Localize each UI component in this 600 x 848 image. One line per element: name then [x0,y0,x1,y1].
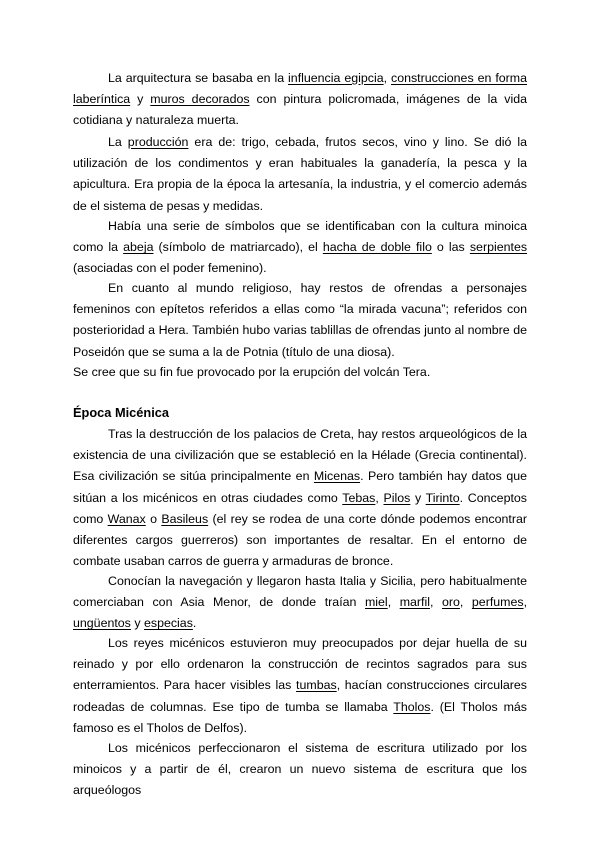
paragraph-simbolos [73,216,527,280]
text-run: , [523,595,528,610]
text-run: Se cree que su fin fue provocado por la erupción del volcán Tera. [73,365,431,379]
underlined-term: Tholos [393,699,431,714]
text-run: con pintura policromada, imágenes de la vida cotidiana y naturaleza muerta. [73,92,527,128]
text-run: , [429,595,442,610]
underlined-term: serpientes [469,240,528,255]
text-run: Tras la destrucción de los palacios de Creta, hay restos arqueológicos de la existencia de una civilización que se estableció en la Hélade (Grecia continental). Esa civilización se sitúa principalmente en [73,427,527,484]
underlined-term: especias [143,616,193,631]
text-run: , [459,595,472,610]
text-run: (asociadas con el poder femenino). [73,261,267,276]
text-run: y [410,490,426,505]
text-run: (el rey se rodea de una corte dónde podemos encontrar diferentes cargos guerreros) son importantes de resaltar. En el entorno de combate usaban carros de guerra y armaduras de bronce. [73,511,527,569]
paragraph-fin [73,362,527,383]
underlined-term: Micenas [313,469,361,484]
text-run: (símbolo de matriarcado), el [153,240,323,255]
text-run: En cuanto al mundo religioso, hay restos de ofrendas a personajes femeninos con epítetos referidos a ellas como “la mirada vacuna”; referidos con posterioridad a Hera. También hubo varias tablillas de ofrendas junto al nombre de Poseidón que se suma a la de Potnia (título de una diosa). [73,281,527,359]
text-run: Había una serie de símbolos que se identificaban con la cultura minoica como la [73,219,527,255]
underlined-term: Tirinto [425,490,460,505]
text-run: Los micénicos perfeccionaron el sistema de escritura utilizado por los minoicos y a partir de él, crearon un nuevo sistema de escritura que los arqueólogos [73,741,527,798]
paragraph-religion [73,278,527,363]
text-run: . Pero también hay datos que sitúan a los micénicos en otras ciudades como [73,469,527,505]
underlined-term: Tebas [342,490,376,505]
underlined-term: producción [127,135,189,149]
underlined-term: miel [364,595,388,610]
text-run: Los reyes micénicos estuvieron muy preocupados por dejar huella de su reinado y por ello ordenaron la construcción de recintos sagrados para sus enterramientos. Para hacer visibles las [73,636,527,693]
underlined-term: tumbas [296,678,337,693]
text-run: , hacían construcciones circulares rodeadas de columnas. Ese tipo de tumba se llamaba [73,678,527,714]
text-run: , [387,595,400,610]
underlined-term: Pilos [383,490,411,505]
text-run: era de: trigo, cebada, frutos secos, vino y lino. Se dió la utilización de los condimentos y eran habituales la ganadería, la pesca y la apicultura. Era propia de la época la artesanía, la industria, y el comercio además de el sistema de pesas y medidas. [73,135,528,213]
text-run: . (El Tholos más famoso es el Tholos de Delfos). [73,699,527,735]
section-heading: Época Micénica [73,405,170,420]
text-run: y [130,92,151,107]
underlined-term: hacha de doble filo [322,240,432,255]
text-run: . Conceptos como [73,490,527,526]
text-run: o [145,511,162,526]
underlined-term: ungüentos [73,616,131,631]
text-run: La arquitectura se basaba en la [108,71,289,85]
underlined-term: abeja [123,240,154,255]
underlined-term: Wanax [107,511,146,526]
underlined-term: construcciones en forma laberíntica [73,71,527,107]
text-run: , [383,71,391,85]
paragraph-micenas [73,424,527,572]
paragraph-produccion [73,132,527,217]
text-run: Conocían la navegación y llegaron hasta Italia y Sicilia, pero habitualmente comerciaban con Asia Menor, de donde traían [73,574,527,610]
underlined-term: oro [441,595,460,610]
paragraph-reyes [73,633,527,739]
text-run: o las [431,240,470,255]
underlined-term: perfumes [471,595,524,610]
paragraph-arquitectura [73,68,527,132]
text-run: . [192,616,197,631]
text-run: La [108,135,128,149]
underlined-term: muros decorados [150,92,250,107]
paragraph-escritura [73,738,527,802]
text-run: y [130,616,144,631]
underlined-term: influencia egipcia [288,71,384,85]
paragraph-navegacion [73,571,527,635]
underlined-term: Basileus [161,511,209,526]
underlined-term: marfil [399,595,430,610]
text-run: , [375,490,384,505]
